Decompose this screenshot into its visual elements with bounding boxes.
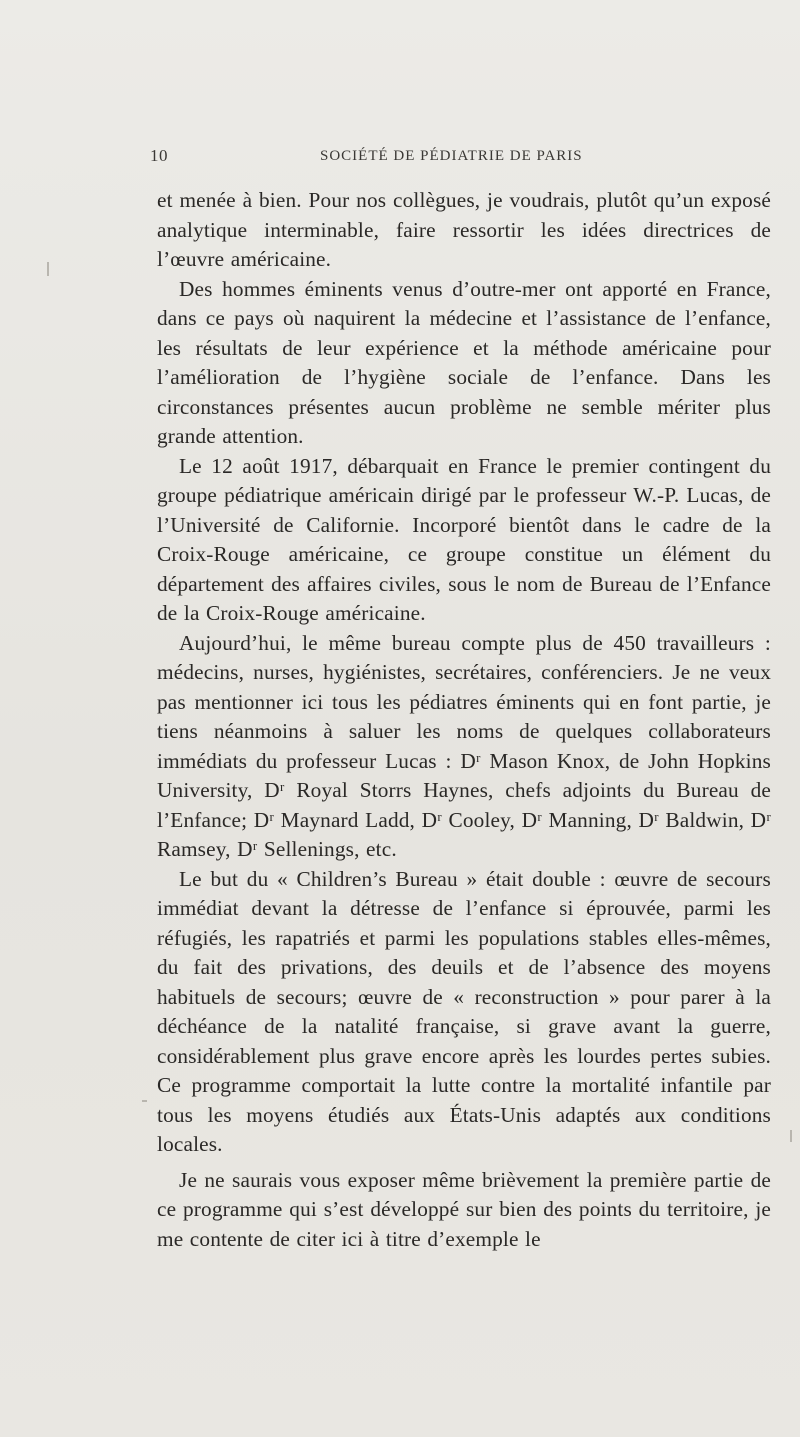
scan-speck — [142, 1100, 147, 1102]
body-text — [157, 186, 771, 1254]
paragraph: Aujourd’hui, le même bureau compte plus de 450 travailleurs : médecins, nurses, hygiénistes, secrétaires, conférenciers. Je ne veux pas mentionner ici tous les pédiatres éminents qui en font partie, je tiens néanmoins à saluer les noms de quelques collaborateurs immédiats du professeur Lucas : Dʳ Mason Knox, de John Hopkins University, Dʳ Royal Storrs Haynes, chefs adjoints du Bureau de l’Enfance; Dʳ Maynard Ladd, Dʳ Cooley, Dʳ Manning, Dʳ Baldwin, Dʳ Ramsey, Dʳ Sellenings, etc. — [157, 630, 771, 861]
paragraph: et menée à bien. Pour nos collègues, je voudrais, plutôt qu’un exposé analytique interminable, faire ressortir les idées directrices de l’œuvre américaine. — [157, 188, 771, 271]
page-number: 10 — [150, 146, 168, 165]
paragraph: Le but du « Children’s Bureau » était double : œuvre de secours immédiat devant la détresse de l’enfance si éprouvée, parmi les réfugiés, les rapatriés et parmi les populations stables elles-mêmes, du fait des privations, des deuils et de l’absence des moyens habituels de secours; œuvre de « reconstruction » pour parer à la déchéance de la natalité française, si grave avant la guerre, considérablement plus grave encore après les lourdes pertes subies. Ce programme comportait la lutte contre la mortalité infantile par tous les moyens étudiés aux États-Unis adaptés aux conditions locales. — [157, 866, 771, 1156]
running-head: SOCIÉTÉ DE PÉDIATRIE DE PARIS — [320, 148, 583, 164]
paragraph: Je ne saurais vous exposer même brièvement la première partie de ce programme qui s’est développé sur bien des points du territoire, je me contente de citer ici à titre d’exemple le — [157, 1167, 771, 1251]
page-header — [150, 146, 620, 172]
scan-speck — [790, 1130, 792, 1142]
paragraph: Le 12 août 1917, débarquait en France le premier contingent du groupe pédiatrique américain dirigé par le professeur W.-P. Lucas, de l’Université de Californie. Incorporé bientôt dans le cadre de la Croix-Rouge américaine, ce groupe constitue un élément du département des affaires civiles, sous le nom de Bureau de l’Enfance de la Croix-Rouge américaine. — [157, 453, 771, 625]
scan-speck — [47, 262, 49, 276]
paragraph: Des hommes éminents venus d’outre-mer ont apporté en France, dans ce pays où naquirent la médecine et l’assistance de l’enfance, les résultats de leur expérience et la méthode américaine pour l’amélioration de l’hygiène sociale de l’enfance. Dans les circonstances présentes aucun problème ne semble mériter plus grande attention. — [157, 276, 771, 448]
